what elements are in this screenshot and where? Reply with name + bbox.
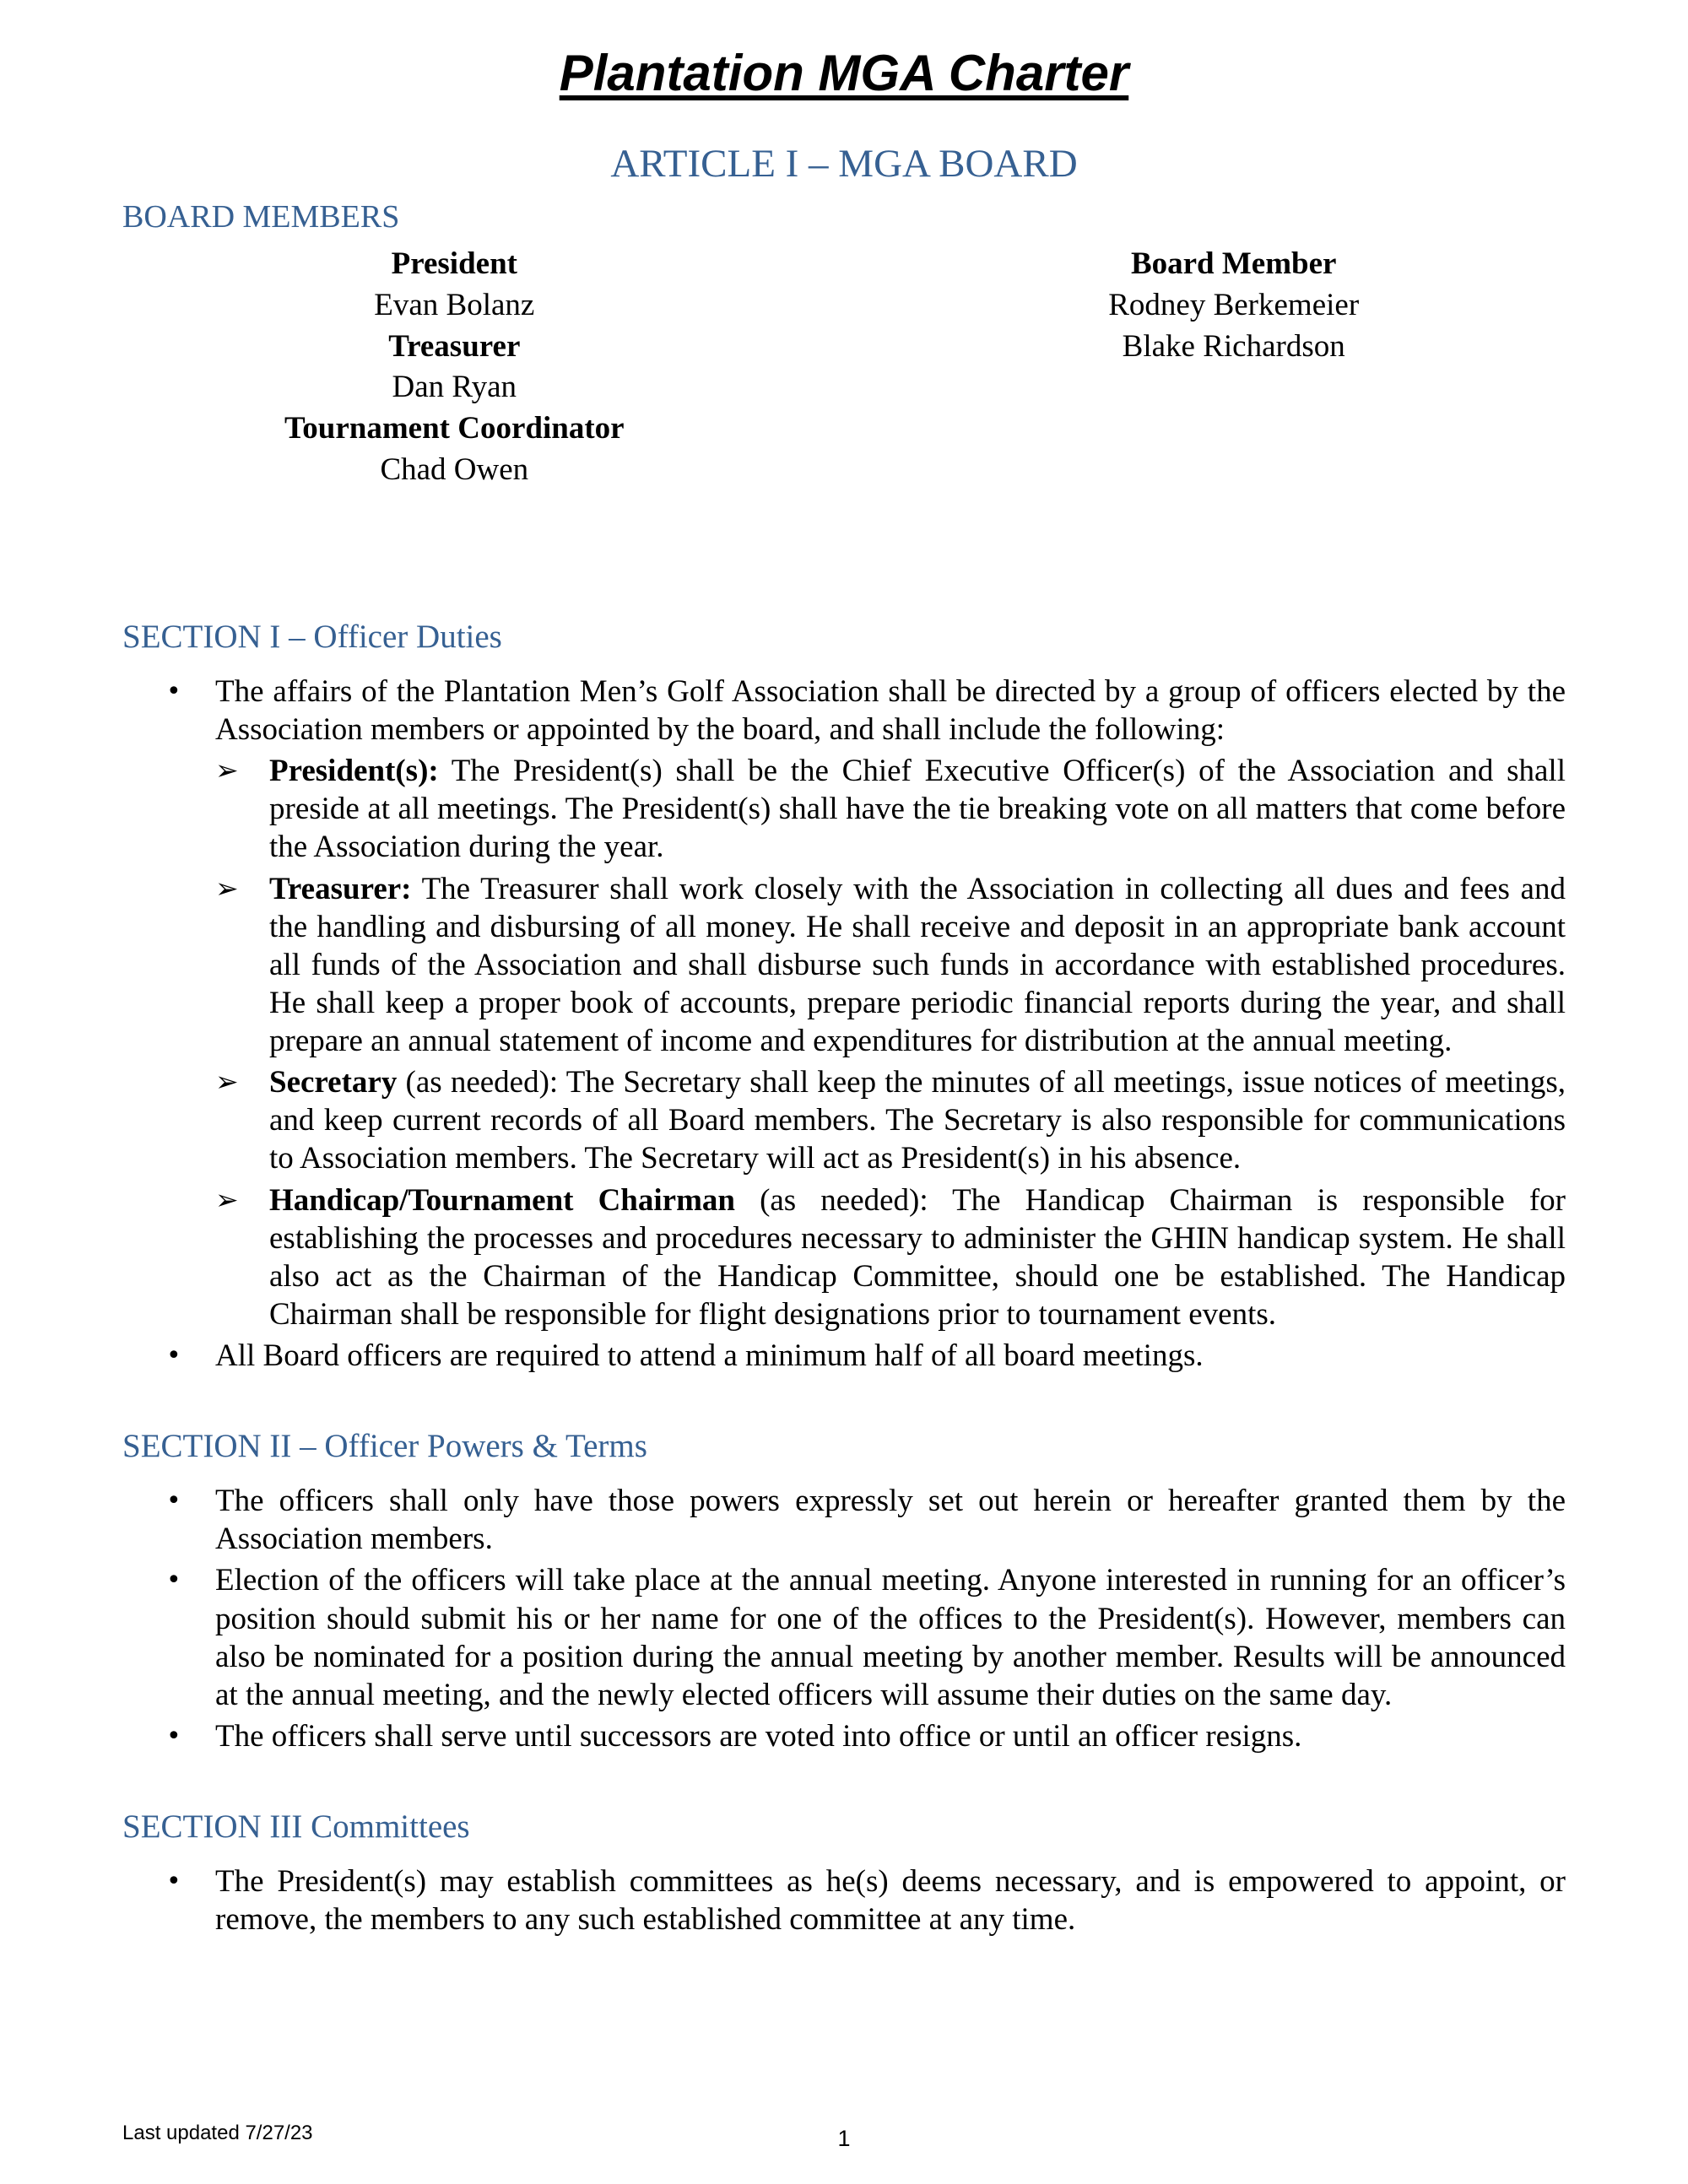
section-2-body <box>122 1482 1566 1755</box>
bullet-icon: • <box>166 1341 181 1371</box>
duty-item-treasurer <box>122 870 1566 1061</box>
duty-text: The Treasurer shall work closely with the Association in collecting all dues and fees and the handling and disbursing of all money. He shall receive and deposit in an appropriate bank account all funds of the Association and shall disburse such funds in accordance with established procedures. He shall keep a proper book of accounts, prepare periodic financial reports during the year, and shall prepare an annual statement of income and expenditures for distribution at the annual meeting. <box>269 871 1566 1059</box>
page-number: 1 <box>837 2126 851 2151</box>
list-item <box>122 1717 1566 1755</box>
paragraph: All Board officers are required to attend a minimum half of all board meetings. <box>215 1338 1204 1374</box>
board-role-board-member: Board Member <box>1130 246 1337 281</box>
duty-item-president <box>122 752 1566 866</box>
list-item <box>122 1561 1566 1714</box>
board-members-heading: BOARD MEMBERS <box>122 199 400 235</box>
board-name-treasurer: Dan Ryan <box>392 370 517 405</box>
list-item <box>122 673 1566 749</box>
last-updated-note: Last updated 7/27/23 <box>122 2122 313 2144</box>
arrow-bullet-icon: ➢ <box>215 754 239 787</box>
board-members-list <box>122 244 1566 491</box>
board-role-treasurer: Treasurer <box>388 328 521 364</box>
board-member-name: Rodney Berkemeier <box>1108 287 1360 322</box>
paragraph: The officers shall only have those powers expressly set out herein or hereafter granted them by the Association members. <box>215 1484 1566 1557</box>
board-name-tournament-coordinator: Chad Owen <box>380 452 529 488</box>
bullet-icon: • <box>166 1486 181 1516</box>
paragraph <box>269 1063 1566 1177</box>
duty-lead: President(s): <box>269 754 439 789</box>
paragraph: The President(s) may establish committees as he(s) deems necessary, and is empowered to appoint, or remove, the members to any such established committee at any time. <box>215 1864 1566 1938</box>
bullet-icon: • <box>166 1721 181 1751</box>
paragraph <box>269 870 1566 1061</box>
duty-text: The President(s) shall be the Chief Executive Officer(s) of the Association and shall preside at all meetings. The President(s) shall have the tie breaking vote on all matters that come before the Association during the year. <box>269 754 1566 865</box>
list-item <box>122 1862 1566 1938</box>
board-right-column <box>901 244 1566 491</box>
paragraph: The officers shall serve until successors are voted into office or until an officer resigns. <box>215 1718 1302 1754</box>
bullet-icon: • <box>166 1565 181 1596</box>
board-name-president: Evan Bolanz <box>374 287 535 322</box>
article-heading: ARTICLE I – MGA BOARD <box>610 142 1078 186</box>
duty-mid: (as needed): <box>760 1182 928 1218</box>
list-item <box>122 1337 1566 1375</box>
duty-text: The Handicap Chairman is responsible for establishing the processes and procedures necessary to administer the GHIN handicap system. He shall also act as the Chairman of the Handicap Committee, should one be established. The Handicap Chairman shall be responsible for flight designations prior to tournament events. <box>269 1182 1566 1332</box>
duty-item-handicap-chairman <box>122 1181 1566 1334</box>
bullet-icon: • <box>166 676 181 706</box>
board-member-name: Blake Richardson <box>1122 328 1345 364</box>
paragraph <box>269 752 1566 866</box>
section-1-body <box>122 673 1566 1375</box>
paragraph: Election of the officers will take place at the annual meeting. Anyone interested in running for an officer’s position should submit his or her name for one of the offices to the President(s). However, members can also be nominated for a position during the annual meeting by another member. Results will be announced at the annual meeting, and the newly elected officers will assume their duties on the same day. <box>215 1563 1566 1712</box>
duty-lead: Secretary <box>269 1065 398 1100</box>
board-role-president: President <box>391 246 517 281</box>
section-3-body <box>122 1862 1566 1938</box>
arrow-bullet-icon: ➢ <box>215 1182 239 1216</box>
duty-text: The Secretary shall keep the minutes of all meetings, issue notices of meetings, and keep current records of all Board members. The Secretary is also responsible for communications to Association members. The Secretary will act as President(s) in his absence. <box>269 1065 1566 1176</box>
section-1-heading: SECTION I – Officer Duties <box>122 618 502 655</box>
arrow-bullet-icon: ➢ <box>215 1065 239 1099</box>
section-3-heading: SECTION III Committees <box>122 1808 470 1846</box>
duty-lead: Handicap/Tournament Chairman <box>269 1182 735 1218</box>
board-left-column <box>122 244 787 491</box>
duty-mid: (as needed): <box>405 1065 559 1100</box>
duty-lead: Treasurer: <box>269 871 412 906</box>
section-2-heading: SECTION II – Officer Powers & Terms <box>122 1428 647 1465</box>
paragraph <box>269 1181 1566 1334</box>
paragraph: The affairs of the Plantation Men’s Golf Association shall be directed by a group of officers elected by the Association members or appointed by the board, and shall include the following: <box>215 673 1566 748</box>
document-title: Plantation MGA Charter <box>559 45 1129 101</box>
duty-item-secretary <box>122 1063 1566 1177</box>
arrow-bullet-icon: ➢ <box>215 871 239 905</box>
board-role-tournament-coordinator: Tournament Coordinator <box>284 411 625 446</box>
list-item <box>122 1482 1566 1558</box>
bullet-icon: • <box>166 1867 181 1897</box>
